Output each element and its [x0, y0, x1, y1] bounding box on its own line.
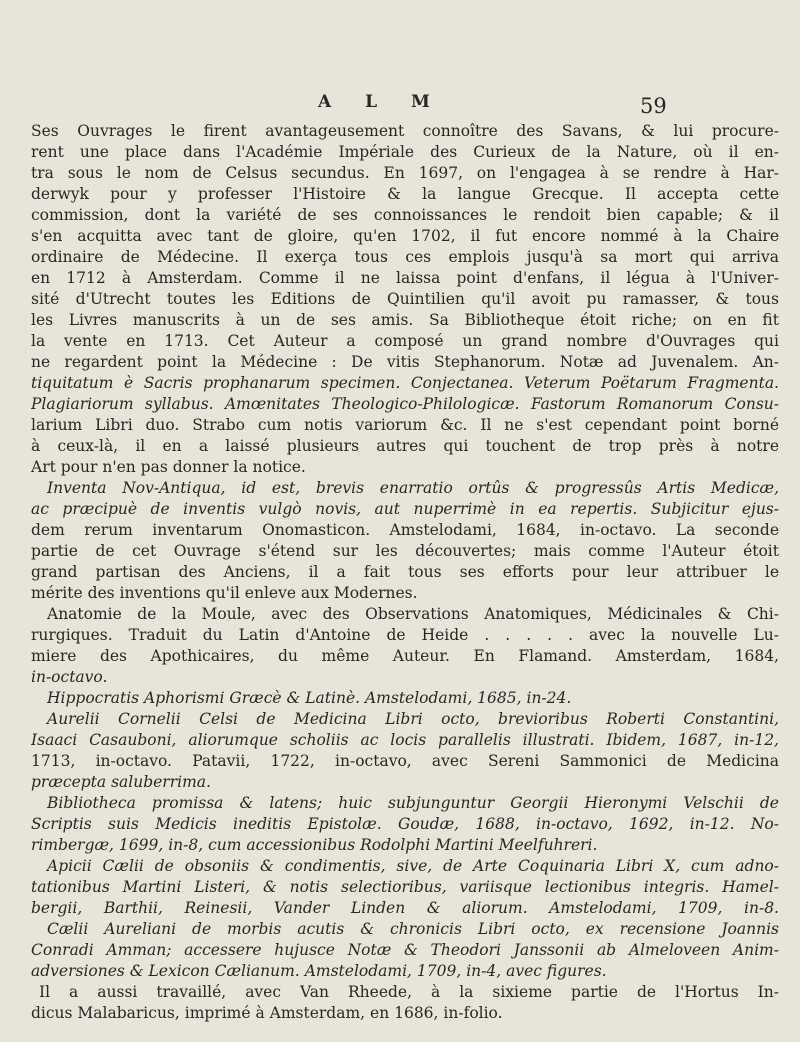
text-line: rimbergæ, 1699, in-8, cum accessionibus Rodolphi Martini Meelfuhreri. — [31, 836, 598, 854]
text-line: Anatomie de la Moule, avec des Observations Anatomiques, Médicinales & Chi- — [47, 605, 779, 623]
text-line: Isaaci Casauboni, aliorumque scholiis ac locis parallelis illustrati. Ibidem, 1687, in-12, — [31, 731, 779, 749]
text-line: larium Libri duo. Strabo cum notis variorum &c. Il ne s'est cependant point borné — [31, 416, 779, 434]
text-line: les Livres manuscrits à un de ses amis. Sa Bibliotheque étoit riche; on en fit — [31, 311, 779, 329]
page-number: 59 — [640, 94, 667, 118]
text-line: ac præcipuè de inventis vulgò novis, aut nuperrimè in ea repertis. Subjicitur ejus- — [31, 500, 779, 518]
text-body — [31, 121, 779, 1024]
text-line: à ceux-là, il en a laissé plusieurs autres qui touchent de trop près à notre — [31, 437, 779, 455]
text-line: Ses Ouvrages le firent avantageusement connoître des Savans, & lui procure- — [31, 122, 779, 140]
text-line: Apicii Cælii de obsoniis & condimentis, sive, de Arte Coquinaria Libri X, cum adno- — [47, 857, 779, 875]
text-line: tiquitatum è Sacris prophanarum specimen. Conjectanea. Veterum Poëtarum Fragmenta. — [31, 374, 779, 392]
text-line: Bibliotheca promissa & latens; huic subjunguntur Georgii Hieronymi Velschii de — [47, 794, 779, 812]
text-line: Inventa Nov-Antiqua, id est, brevis enarratio ortûs & progressûs Artis Medicæ, — [47, 479, 779, 497]
text-line: ordinaire de Médecine. Il exerça tous ces emplois jusqu'à sa mort qui arriva — [31, 248, 779, 266]
text-line: Cælii Aureliani de morbis acutis & chronicis Libri octo, ex recensione Joannis — [47, 920, 779, 938]
running-title: A L M — [318, 92, 444, 112]
text-line: rurgiques. Traduit du Latin d'Antoine de Heide . . . . . avec la nouvelle Lu- — [31, 626, 779, 644]
text-line: partie de cet Ouvrage s'étend sur les découvertes; mais comme l'Auteur étoit — [31, 542, 779, 560]
text-line: Il a aussi travaillé, avec Van Rheede, à la sixieme partie de l'Hortus In- — [39, 983, 779, 1001]
text-line: derwyk pour y professer l'Histoire & la langue Grecque. Il accepta cette — [31, 185, 779, 203]
text-line: ne regardent point la Médecine : De vitis Stephanorum. Notæ ad Juvenalem. An- — [31, 353, 779, 371]
text-line: miere des Apothicaires, du même Auteur. En Flamand. Amsterdam, 1684, — [31, 647, 779, 665]
text-line: adversiones & Lexicon Cælianum. Amstelodami, 1709, in-4, avec figures. — [31, 962, 607, 980]
running-head — [0, 92, 800, 116]
text-line: sité d'Utrecht toutes les Editions de Quintilien qu'il avoit pu ramasser, & tous — [31, 290, 779, 308]
text-line: tra sous le nom de Celsus secundus. En 1697, on l'engagea à se rendre à Har- — [31, 164, 779, 182]
text-line: s'en acquitta avec tant de gloire, qu'en 1702, il fut encore nommé à la Chaire — [31, 227, 779, 245]
text-line: rent une place dans l'Académie Impériale des Curieux de la Nature, où il en- — [31, 143, 779, 161]
text-line: in-octavo. — [31, 668, 108, 686]
text-line: bergii, Barthii, Reinesii, Vander Linden & aliorum. Amstelodami, 1709, in-8. — [31, 899, 779, 917]
text-line: Hippocratis Aphorismi Græcè & Latinè. Amstelodami, 1685, in-24. — [47, 689, 572, 707]
text-line: Scriptis suis Medicis ineditis Epistolæ. Goudæ, 1688, in-octavo, 1692, in-12. No- — [31, 815, 779, 833]
text-line: tationibus Martini Listeri, & notis selectioribus, variisque lectionibus integris. Hamel- — [31, 878, 779, 896]
text-line: en 1712 à Amsterdam. Comme il ne laissa point d'enfans, il légua à l'Univer- — [31, 269, 779, 287]
text-line: Aurelii Cornelii Celsi de Medicina Libri octo, brevioribus Roberti Constantini, — [47, 710, 779, 728]
text-line: 1713, in-octavo. Patavii, 1722, in-octavo, avec Sereni Sammonici de Medicina — [31, 752, 779, 770]
text-line: grand partisan des Anciens, il a fait tous ses efforts pour leur attribuer le — [31, 563, 779, 581]
text-line: Plagiariorum syllabus. Amœnitates Theologico-Philologicæ. Fastorum Romanorum Consu- — [31, 395, 779, 413]
text-line: dicus Malabaricus, imprimé à Amsterdam, en 1686, in-folio. — [31, 1004, 503, 1022]
text-line: dem rerum inventarum Onomasticon. Amstelodami, 1684, in-octavo. La seconde — [31, 521, 779, 539]
text-line: commission, dont la variété de ses connoissances le rendoit bien capable; & il — [31, 206, 779, 224]
text-line: mérite des inventions qu'il enleve aux Modernes. — [31, 584, 418, 602]
text-line: Art pour n'en pas donner la notice. — [31, 458, 306, 476]
text-line: la vente en 1713. Cet Auteur a composé un grand nombre d'Ouvrages qui — [31, 332, 779, 350]
text-line: præcepta saluberrima. — [31, 773, 211, 791]
text-line: Conradi Amman; accessere hujusce Notæ & Theodori Janssonii ab Almeloveen Anim- — [31, 941, 779, 959]
